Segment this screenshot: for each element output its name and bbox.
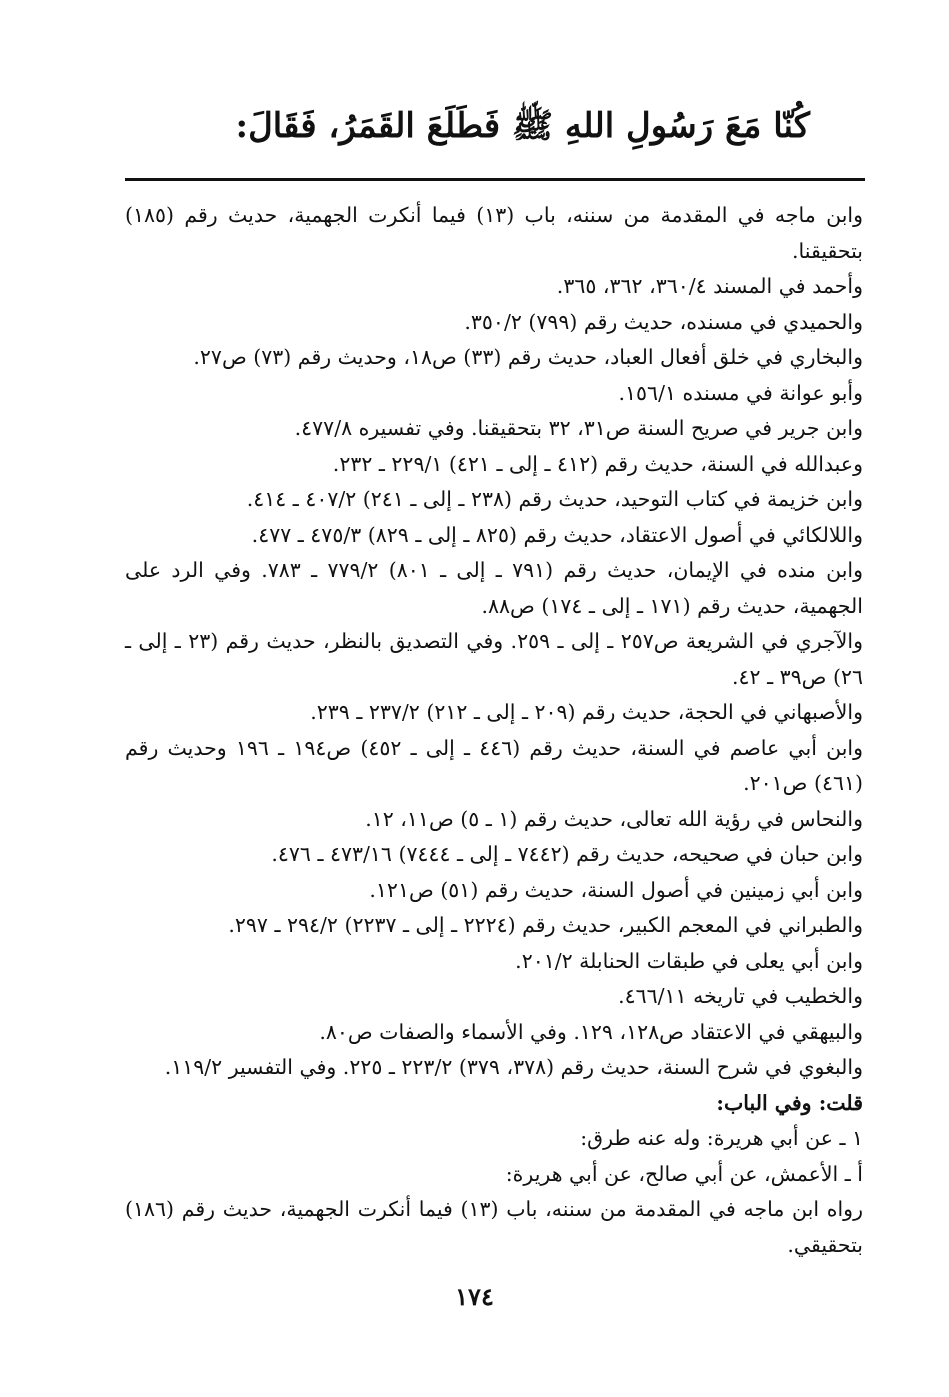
header-rule [125,178,865,181]
page-number: ١٧٤ [455,1282,494,1311]
footnote-line: واللالكائي في أصول الاعتقاد، حديث رقم (٨٢٥ ـ إلى ـ ٨٢٩) ٤٧٥/٣ ـ ٤٧٧. [251,522,863,547]
footnote-line: والخطيب في تاريخه ٤٦٦/١١. [618,984,863,1008]
remarks-text: رواه ابن ماجه في المقدمة من سننه، باب (١٣) فيما أنكرت الجهمية، حديث رقم (١٨٦) بتحقيقي. [125,1197,863,1257]
footnote-line: والبغوي في شرح السنة، حديث رقم (٣٧٨، ٣٧٩) ٢٢٣/٢ ـ ٢٢٥. وفي التفسير ١١٩/٢. [164,1055,863,1079]
running-head: كُنّا مَعَ رَسُولِ اللهِ ﷺ فَطَلَعَ القَمَرُ، فَقَالَ: [235,106,810,146]
footnote-line: والطبراني في المعجم الكبير، حديث رقم (٢٢٢٤ ـ إلى ـ ٢٢٣٧) ٢٩٤/٢ ـ ٢٩٧. [228,913,863,937]
footnote-line: وابن أبي يعلى في طبقات الحنابلة ٢٠١/٢. [515,948,863,973]
footnote-line: وأحمد في المسند ٣٦٠/٤، ٣٦٢، ٣٦٥. [556,274,863,298]
footnote-line: والحميدي في مسنده، حديث رقم (٧٩٩) ٣٥٠/٢. [464,309,863,334]
footnote-line: وأبو عوانة في مسنده ١٥٦/١. [618,380,863,405]
footnote-line: وابن حبان في صحيحه، حديث رقم (٧٤٤٢ ـ إلى ـ ٧٤٤٤) ٤٧٣/١٦ ـ ٤٧٦. [271,842,863,866]
footnote-line: والبخاري في خلق أفعال العباد، حديث رقم (٣٣) ص١٨، وحديث رقم (٧٣) ص٢٧. [193,345,863,369]
footnote-line: والبيهقي في الاعتقاد ص١٢٨، ١٢٩. وفي الأسماء والصفات ص٨٠. [319,1019,863,1044]
footnote-line: والآجري في الشريعة ص٢٥٧ ـ إلى ـ ٢٥٩. وفي التصديق بالنظر، حديث رقم (٢٣ ـ إلى ـ ٢٦) ص٣٩ ـ ٤٢. [125,629,864,689]
remarks-item: ١ ـ عن أبي هريرة: وله عنه طرق: [580,1126,863,1150]
footnote-line: وابن منده في الإيمان، حديث رقم (٧٩١ ـ إلى ـ ٨٠١) ٧٧٩/٢ ـ ٧٨٣. وفي الرد على الجهمية، حديث رقم (١٧١ ـ إلى ـ ١٧٤) ص٨٨. [125,558,864,618]
footnote-line: وابن أبي عاصم في السنة، حديث رقم (٤٤٦ ـ إلى ـ ٤٥٢) ص١٩٤ ـ ١٩٦ وحديث رقم (٤٦١) ص٢٠١. [125,735,864,795]
footnote-body [125,198,863,1263]
footnote-line: وابن أبي زمينين في أصول السنة، حديث رقم (٥١) ص١٢١. [369,877,863,902]
footnote-line: والنحاس في رؤية الله تعالى، حديث رقم (١ ـ ٥) ص١١، ١٢. [365,806,863,831]
footnote-line: وابن جرير في صريح السنة ص٣١، ٣٢ بتحقيقنا. وفي تفسيره ٤٧٧/٨. [294,416,863,440]
footnote-line: وابن ماجه في المقدمة من سننه، باب (١٣) فيما أنكرت الجهمية، حديث رقم (١٨٥) بتحقيقنا. [125,203,864,263]
remarks-subitem: أ ـ الأعمش، عن أبي صالح، عن أبي هريرة: [505,1161,863,1186]
footnote-line: وعبدالله في السنة، حديث رقم (٤١٢ ـ إلى ـ ٤٢١) ٢٢٩/١ ـ ٢٣٢. [332,451,863,476]
footnote-line: والأصبهاني في الحجة، حديث رقم (٢٠٩ ـ إلى ـ ٢١٢) ٢٣٧/٢ ـ ٢٣٩. [310,700,863,724]
footnote-line: وابن خزيمة في كتاب التوحيد، حديث رقم (٢٣٨ ـ إلى ـ ٢٤١) ٤٠٧/٢ ـ ٤١٤. [246,487,863,511]
remarks-heading: قلت: وفي الباب: [716,1090,863,1115]
